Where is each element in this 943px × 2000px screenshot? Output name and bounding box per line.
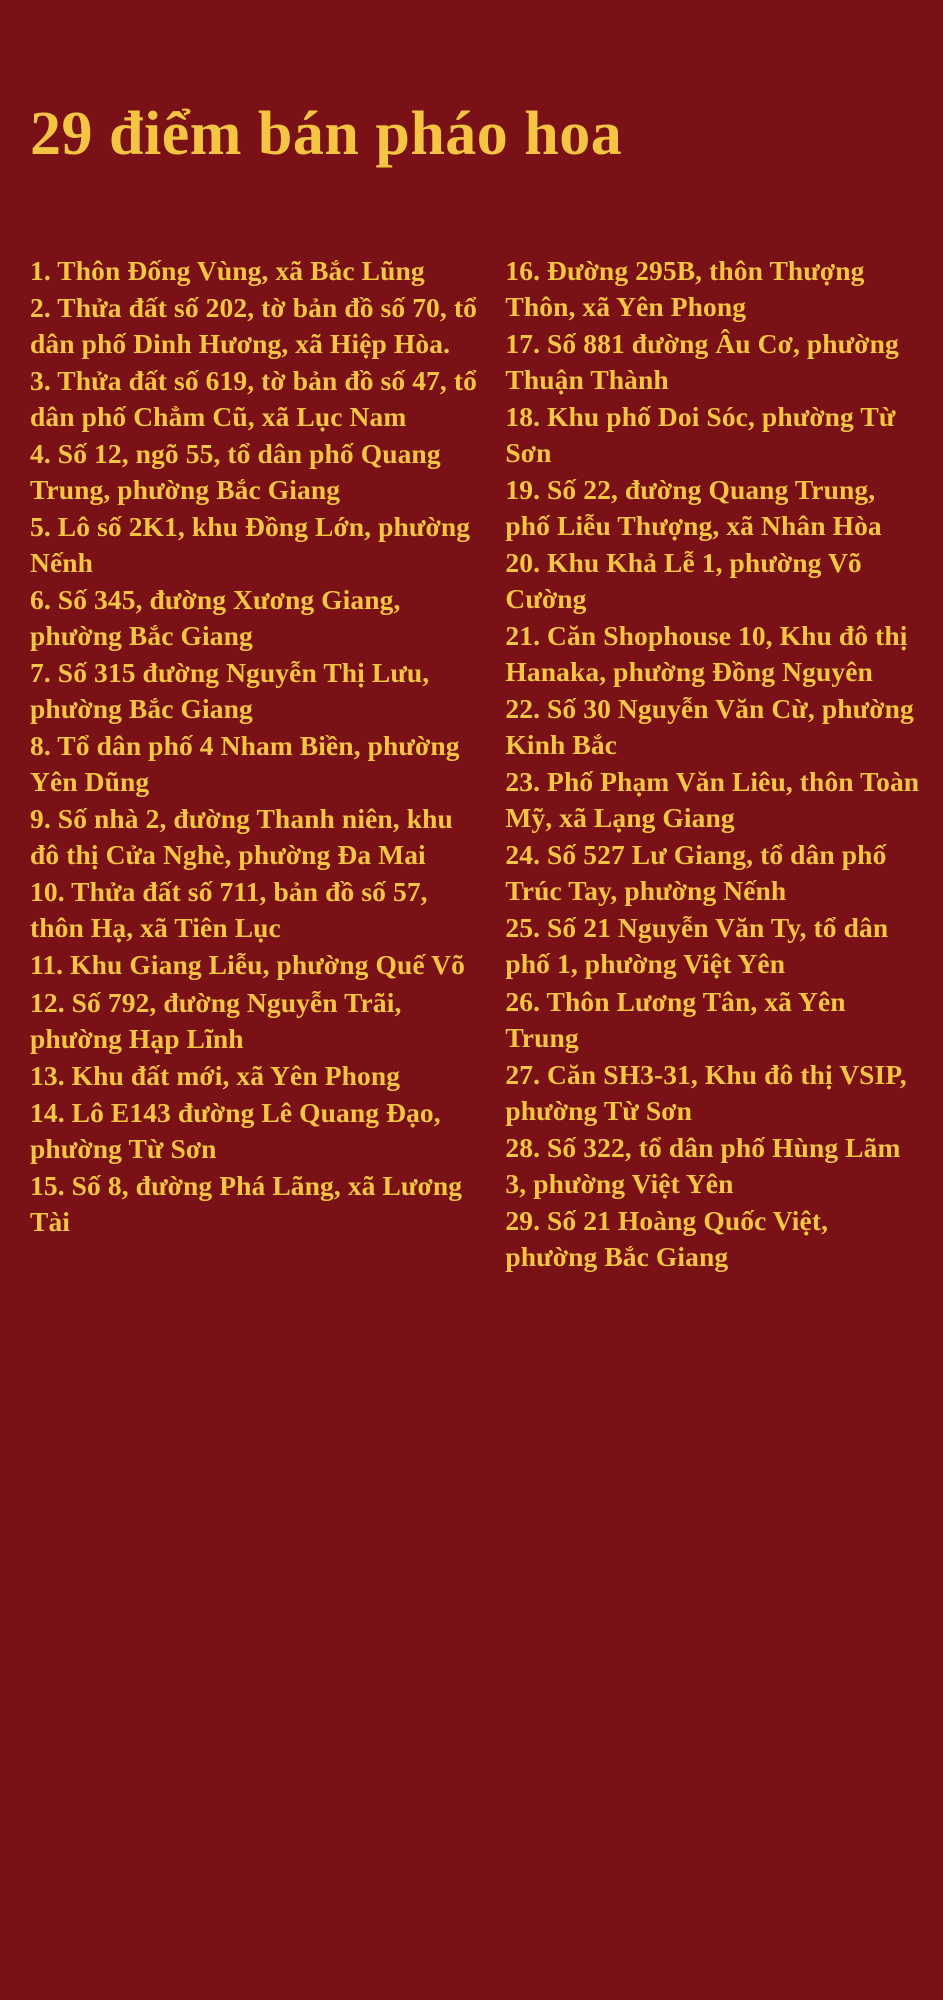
list-item: 29. Số 21 Hoàng Quốc Việt, phường Bắc Giang	[505, 1204, 829, 1272]
list-item: 17. Số 881 đường Âu Cơ, phường Thuận Thành	[505, 328, 899, 396]
list-item: 5. Lô số 2K1, khu Đồng Lớn, phường Nếnh	[30, 511, 471, 579]
list-item: 3. Thửa đất số 619, tờ bản đồ số 47, tổ dân phố Chẳm Cũ, xã Lục Nam	[30, 365, 477, 433]
list-item: 25. Số 21 Nguyễn Văn Ty, tổ dân phố 1, phường Việt Yên	[505, 912, 889, 980]
list-item: 27. Căn SH3-31, Khu đô thị VSIP, phường Từ Sơn	[505, 1058, 907, 1126]
list-item: 22. Số 30 Nguyễn Văn Cừ, phường Kinh Bắc	[505, 693, 914, 761]
list-item: 16. Đường 295B, thôn Thượng Thôn, xã Yên Phong	[505, 255, 865, 323]
list-item: 9. Số nhà 2, đường Thanh niên, khu đô thị Cửa Nghè, phường Đa Mai	[30, 803, 453, 871]
list-item: 14. Lô E143 đường Lê Quang Đạo, phường Từ Sơn	[30, 1096, 441, 1164]
list-item: 2. Thửa đất số 202, tờ bản đồ số 70, tổ dân phố Dinh Hương, xã Hiệp Hòa.	[30, 292, 477, 360]
list-item: 15. Số 8, đường Phá Lãng, xã Lương Tài	[30, 1169, 463, 1237]
list-item: 23. Phố Phạm Văn Liêu, thôn Toàn Mỹ, xã Lạng Giang	[505, 766, 920, 834]
list-item: 11. Khu Giang Liễu, phường Quế Võ	[30, 949, 465, 981]
list-item: 18. Khu phố Doi Sóc, phường Từ Sơn	[505, 401, 896, 469]
column-left	[30, 253, 487, 1275]
list-item: 10. Thửa đất số 711, bản đồ số 57, thôn Hạ, xã Tiên Lục	[30, 876, 428, 944]
list-item: 8. Tổ dân phố 4 Nham Biền, phường Yên Dũng	[30, 730, 460, 798]
column-right	[505, 253, 923, 1275]
list-item: 24. Số 527 Lư Giang, tổ dân phố Trúc Tay, phường Nếnh	[505, 839, 887, 907]
list-item: 19. Số 22, đường Quang Trung, phố Liễu Thượng, xã Nhân Hòa	[505, 474, 882, 542]
page-title: 29 điểm bán pháo hoa	[30, 100, 623, 168]
list-item: 7. Số 315 đường Nguyễn Thị Lưu, phường Bắc Giang	[30, 657, 430, 725]
list-item: 12. Số 792, đường Nguyễn Trãi, phường Hạp Lĩnh	[30, 986, 402, 1054]
list-item: 26. Thôn Lương Tân, xã Yên Trung	[505, 985, 846, 1053]
list-item: 21. Căn Shophouse 10, Khu đô thị Hanaka, phường Đồng Nguyên	[505, 620, 908, 688]
list-item: 4. Số 12, ngõ 55, tổ dân phố Quang Trung, phường Bắc Giang	[30, 438, 441, 506]
list-item: 20. Khu Khả Lễ 1, phường Võ Cường	[505, 547, 862, 615]
list-columns	[0, 168, 943, 1275]
list-item: 28. Số 322, tổ dân phố Hùng Lãm 3, phường Việt Yên	[505, 1131, 901, 1199]
list-item: 1. Thôn Đống Vùng, xã Bắc Lũng	[30, 255, 425, 287]
list-item: 6. Số 345, đường Xương Giang, phường Bắc Giang	[30, 584, 401, 652]
list-item: 13. Khu đất mới, xã Yên Phong	[30, 1059, 401, 1091]
